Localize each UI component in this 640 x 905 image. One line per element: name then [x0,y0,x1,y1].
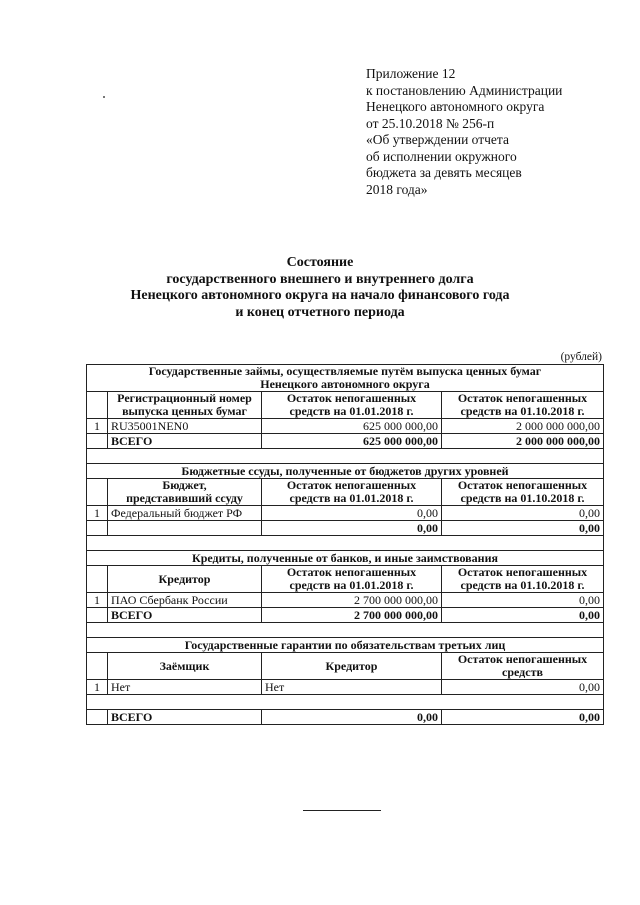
col-header: средств на 01.10.2018 г. [460,578,585,592]
col-header: средств на 01.01.2018 г. [289,404,414,418]
total-value: 625 000 000,00 [262,434,442,449]
row-value: 2 000 000 000,00 [442,419,604,434]
total-value: 2 000 000 000,00 [442,434,604,449]
appendix-line: Ненецкого автономного округа [366,99,545,114]
appendix-line: к постановлению Администрации [366,82,563,98]
appendix-line: об исполнении окружного [366,148,517,164]
row-borrower: Нет [108,680,262,695]
col-header: Остаток непогашенных [286,565,417,579]
appendix-line: бюджета за девять месяцев [366,165,522,180]
row-value: 0,00 [442,593,604,608]
total-label: ВСЕГО [108,710,262,725]
table-row [87,419,604,434]
total-value: 0,00 [442,608,604,623]
spacer-row [87,695,604,710]
row-number: 1 [87,506,108,521]
col-header: Заёмщик [108,653,262,680]
total-value: 0,00 [262,521,442,536]
column-headers [87,653,604,680]
appendix-line: от 25.10.2018 № 256-п [366,115,495,131]
column-headers [87,566,604,593]
col-header: выпуска ценных бумаг [122,404,247,418]
row-name: ПАО Сбербанк России [108,593,262,608]
col-header: средств на 01.01.2018 г. [289,491,414,505]
row-value: 0,00 [442,506,604,521]
section-header-securities [87,365,604,392]
row-number: 1 [87,680,108,695]
document-title [60,255,580,321]
table-row [87,506,604,521]
closing-line [303,810,381,811]
spacer-row [87,536,604,551]
section-title: Ненецкого автономного округа [260,377,430,391]
col-header: средств на 01.10.2018 г. [460,404,585,418]
row-number: 1 [87,593,108,608]
col-header: Регистрационный номер [117,391,252,405]
appendix-line: «Об утверждении отчета [366,132,509,147]
col-header: Кредитор [262,653,442,680]
col-header: средств на 01.01.2018 г. [289,578,414,592]
column-headers [87,392,604,419]
col-header: Остаток непогашенных [286,478,417,492]
total-row [87,608,604,623]
col-header: Остаток непогашенных [457,391,588,405]
col-header: средств [502,665,543,679]
total-row [87,710,604,725]
col-header: Остаток непогашенных [457,478,588,492]
section-title: Государственные гарантии по обязательствам третьих лиц [87,638,604,653]
col-header: Остаток непогашенных [457,565,588,579]
section-title: Кредиты, полученные от банков, и иные заимствования [87,551,604,566]
column-headers [87,479,604,506]
total-row [87,434,604,449]
table-row [87,680,604,695]
col-header: средств на 01.10.2018 г. [460,491,585,505]
row-value: 2 700 000 000,00 [262,593,442,608]
title-line: и конец отчетного периода [235,304,405,320]
title-line: Ненецкого автономного округа на начало финансового года [130,288,510,303]
col-header: Остаток непогашенных [457,652,588,666]
debt-table [86,364,604,725]
total-value: 0,00 [262,710,442,725]
total-value: 2 700 000 000,00 [262,608,442,623]
section-title: Государственные займы, осуществляемые путём выпуска ценных бумаг [148,364,542,378]
spacer-row [87,623,604,638]
row-value: 0,00 [262,506,442,521]
row-value: 625 000 000,00 [262,419,442,434]
total-value: 0,00 [442,710,604,725]
col-header: представивший ссуду [126,491,243,505]
section-header-bank-credits [87,551,604,566]
section-header-budget-loans [87,464,604,479]
units-note: (рублей) [560,351,602,363]
total-row [87,521,604,536]
table-row [87,593,604,608]
col-header: Остаток непогашенных [286,391,417,405]
scan-speck [103,96,105,98]
row-value: 0,00 [442,680,604,695]
spacer-row [87,449,604,464]
row-name: RU35001NEN0 [108,419,262,434]
row-creditor: Нет [262,680,442,695]
appendix-line: Приложение 12 [366,66,456,81]
col-header: Кредитор [108,566,262,593]
col-header: Бюджет, [162,478,207,492]
row-name: Федеральный бюджет РФ [108,506,262,521]
section-title: Бюджетные ссуды, полученные от бюджетов других уровней [87,464,604,479]
appendix-line: 2018 года» [366,181,428,197]
total-value: 0,00 [442,521,604,536]
total-label: ВСЕГО [108,434,262,449]
section-header-guarantees [87,638,604,653]
total-label: ВСЕГО [108,608,262,623]
appendix-block [366,66,626,198]
title-line: Состояние [286,255,354,270]
row-number: 1 [87,419,108,434]
title-line: государственного внешнего и внутреннего долга [166,271,474,287]
